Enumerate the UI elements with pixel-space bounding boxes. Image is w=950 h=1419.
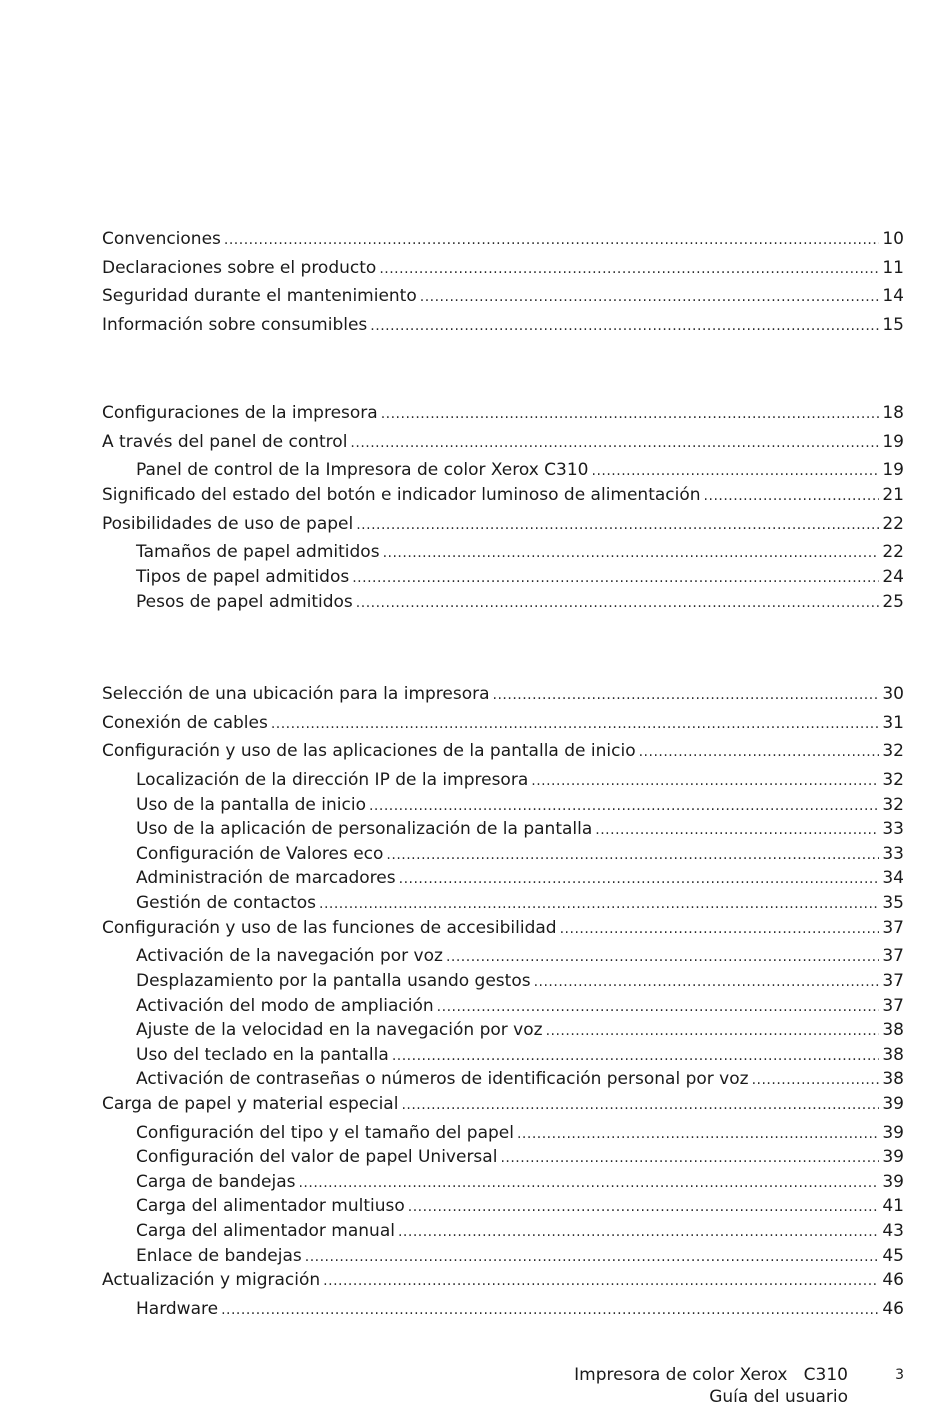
toc-subentry[interactable] [102, 768, 904, 793]
toc-entry[interactable] [102, 512, 904, 541]
toc-entry-page: 33 [882, 819, 904, 840]
toc-entry-title: Activación de contraseñas o números de identificación personal por voz [136, 1069, 749, 1090]
toc-entry[interactable] [102, 227, 904, 256]
toc-entry-title: Carga de papel y material especial [102, 1093, 399, 1114]
toc-section-2 [102, 401, 904, 614]
toc-subentry[interactable] [102, 1244, 904, 1269]
toc-dot-leader [271, 712, 880, 736]
toc-subentry[interactable] [102, 842, 904, 867]
toc-entry-title: Actualización y migración [102, 1270, 321, 1291]
page-number: 3 [895, 1367, 904, 1383]
toc-entry-page: 46 [882, 1270, 904, 1291]
toc-subentry[interactable] [102, 793, 904, 818]
toc-entry-page: 10 [882, 229, 904, 249]
toc-entry-title: Enlace de bandejas [136, 1245, 302, 1266]
toc-subentry[interactable] [102, 1170, 904, 1195]
toc-entry-page: 38 [882, 1044, 904, 1065]
toc-subentry[interactable] [102, 969, 904, 994]
toc-entry-title: Configuración y uso de las funciones de accesibilidad [102, 917, 557, 938]
toc-dot-leader [352, 566, 879, 590]
toc-entry[interactable] [102, 256, 904, 285]
toc-entry-title: Configuración del tipo y el tamaño del papel [136, 1122, 514, 1143]
toc-entry-page: 39 [882, 1147, 904, 1168]
toc-dot-leader [534, 970, 880, 994]
toc-entry-title: Hardware [136, 1298, 219, 1319]
toc-entry-title: Seguridad durante el mantenimiento [102, 286, 417, 307]
toc-subentry[interactable] [102, 944, 904, 969]
toc-entry[interactable] [102, 1092, 904, 1121]
toc-subentry[interactable] [102, 565, 904, 590]
toc-dot-leader [379, 257, 879, 281]
toc-dot-leader [704, 484, 880, 508]
toc-entry-title: Convenciones [102, 229, 221, 249]
toc-dot-leader [381, 402, 880, 426]
toc-dot-leader [369, 794, 879, 818]
toc-dot-leader [350, 431, 879, 455]
toc-dot-leader [298, 1171, 879, 1195]
toc-entry[interactable] [102, 739, 904, 768]
toc-entry[interactable] [102, 916, 904, 945]
toc-entry[interactable] [102, 401, 904, 430]
toc-entry-page: 19 [882, 460, 904, 481]
toc-dot-leader [446, 945, 879, 969]
toc-entry-title: Configuración del valor de papel Universal [136, 1147, 498, 1168]
toc-entry-title: Tipos de papel admitidos [136, 566, 350, 587]
toc-entry-page: 46 [882, 1298, 904, 1319]
toc-entry-page: 11 [882, 257, 904, 278]
toc-dot-leader [408, 1195, 880, 1219]
toc-entry-title: Uso de la pantalla de inicio [136, 794, 366, 815]
toc-dot-leader [639, 740, 880, 764]
toc-dot-leader [356, 513, 879, 537]
toc-entry-page: 14 [882, 286, 904, 307]
toc-subentry[interactable] [102, 1145, 904, 1170]
toc-entry-title: Carga de bandejas [136, 1171, 296, 1192]
page-footer [500, 1364, 848, 1408]
toc-subentry[interactable] [102, 458, 904, 483]
toc-dot-leader [398, 1220, 879, 1244]
toc-entry-title: Administración de marcadores [136, 868, 396, 889]
toc-dot-leader [437, 995, 880, 1019]
toc-entry-page: 38 [882, 1069, 904, 1090]
toc-entry-title: Conexión de cables [102, 712, 268, 733]
toc-entry-page: 39 [882, 1171, 904, 1192]
footer-guide-title: Guía del usuario [709, 1387, 848, 1407]
toc-subentry[interactable] [102, 994, 904, 1019]
toc-dot-leader [386, 843, 879, 867]
toc-entry[interactable] [102, 284, 904, 313]
toc-entry-title: Configuraciones de la impresora [102, 403, 378, 423]
toc-entry[interactable] [102, 483, 904, 512]
toc-entry-page: 37 [882, 946, 904, 967]
toc-entry[interactable] [102, 1268, 904, 1297]
toc-entry-title: Activación de la navegación por voz [136, 946, 443, 967]
toc-dot-leader [323, 1269, 879, 1293]
toc-entry-title: Ajuste de la velocidad en la navegación por voz [136, 1020, 543, 1041]
toc-entry-title: Carga del alimentador multiuso [136, 1196, 405, 1217]
toc-entry-page: 37 [882, 917, 904, 938]
toc-subentry[interactable] [102, 540, 904, 565]
toc-entry-title: Localización de la dirección IP de la impresora [136, 770, 529, 791]
toc-entry-title: Uso de la aplicación de personalización de la pantalla [136, 819, 593, 840]
toc-dot-leader [560, 917, 880, 941]
toc-entry-page: 38 [882, 1020, 904, 1041]
toc-dot-leader [517, 1122, 879, 1146]
toc-subentry[interactable] [102, 817, 904, 842]
toc-entry-title: Configuración y uso de las aplicaciones de la pantalla de inicio [102, 741, 636, 762]
toc-entry-page: 43 [882, 1220, 904, 1241]
toc-subentry[interactable] [102, 866, 904, 891]
toc-entry-page: 32 [882, 770, 904, 791]
toc-dot-leader [546, 1019, 880, 1043]
toc-section-3 [102, 682, 904, 1321]
toc-entry-page: 41 [882, 1196, 904, 1217]
footer-product-name: Impresora de color Xerox C310 [574, 1365, 848, 1385]
toc-dot-leader [319, 892, 879, 916]
toc-entry-title: Tamaños de papel admitidos [136, 542, 380, 563]
toc-entry-title: Información sobre consumibles [102, 315, 368, 336]
toc-entry-page: 19 [882, 431, 904, 452]
toc-entry-page: 22 [882, 513, 904, 534]
toc-entry-page: 39 [882, 1122, 904, 1143]
toc-dot-leader [356, 591, 880, 615]
toc-dot-leader [531, 769, 879, 793]
toc-entry-title: Selección de una ubicación para la impresora [102, 684, 490, 704]
toc-entry-page: 22 [882, 542, 904, 563]
toc-entry[interactable] [102, 430, 904, 459]
toc-dot-leader [224, 228, 879, 252]
toc-entry-page: 45 [882, 1245, 904, 1266]
toc-entry-page: 15 [882, 315, 904, 336]
toc-dot-leader [401, 1093, 879, 1117]
toc-subentry[interactable] [102, 1121, 904, 1146]
toc-entry-page: 35 [882, 893, 904, 914]
toc-dot-leader [305, 1245, 880, 1269]
toc-subentry[interactable] [102, 1018, 904, 1043]
toc-dot-leader [592, 459, 880, 483]
toc-entry[interactable] [102, 711, 904, 740]
toc-entry-title: Significado del estado del botón e indicador luminoso de alimentación [102, 484, 701, 505]
toc-dot-leader [383, 541, 880, 565]
toc-entry-title: Panel de control de la Impresora de color Xerox C310 [136, 460, 589, 481]
toc-entry-page: 39 [882, 1093, 904, 1114]
toc-dot-leader [221, 1298, 879, 1322]
toc-dot-leader [500, 1146, 879, 1170]
toc-entry-page: 32 [882, 794, 904, 815]
toc-entry-title: Declaraciones sobre el producto [102, 257, 377, 278]
toc-dot-leader [399, 867, 880, 891]
toc-entry-page: 37 [882, 995, 904, 1016]
toc-subentry[interactable] [102, 1194, 904, 1219]
toc-entry-page: 25 [882, 591, 904, 612]
toc-entry-title: Posibilidades de uso de papel [102, 513, 354, 534]
toc-entry-page: 34 [882, 868, 904, 889]
toc-dot-leader [392, 1044, 880, 1068]
toc-entry-title: Pesos de papel admitidos [136, 591, 353, 612]
toc-subentry[interactable] [102, 1219, 904, 1244]
toc-entry-title: A través del panel de control [102, 431, 348, 452]
toc-subentry[interactable] [102, 1067, 904, 1092]
toc-entry-title: Configuración de Valores eco [136, 843, 384, 864]
toc-entry-page: 32 [882, 741, 904, 762]
toc-dot-leader [420, 285, 880, 309]
toc-subentry[interactable] [102, 590, 904, 615]
toc-dot-leader [752, 1068, 880, 1092]
toc-entry-page: 33 [882, 843, 904, 864]
toc-dot-leader [370, 314, 879, 338]
toc-entry-page: 30 [882, 684, 904, 704]
toc-subentry[interactable] [102, 1043, 904, 1068]
toc-entry-title: Desplazamiento por la pantalla usando gestos [136, 970, 531, 991]
toc-entry-title: Gestión de contactos [136, 893, 316, 914]
toc-dot-leader [595, 818, 879, 842]
toc-entry-page: 31 [882, 712, 904, 733]
toc-entry-title: Carga del alimentador manual [136, 1220, 395, 1241]
toc-entry-title: Uso del teclado en la pantalla [136, 1044, 389, 1065]
toc-entry[interactable] [102, 682, 904, 711]
toc-entry[interactable] [102, 313, 904, 342]
toc-section-1 [102, 227, 904, 342]
toc-subentry[interactable] [102, 891, 904, 916]
toc-entry-page: 21 [882, 484, 904, 505]
toc-entry-page: 37 [882, 970, 904, 991]
toc-subentry[interactable] [102, 1297, 904, 1322]
toc-entry-page: 18 [882, 403, 904, 423]
toc-entry-title: Activación del modo de ampliación [136, 995, 434, 1016]
toc-entry-page: 24 [882, 566, 904, 587]
toc-dot-leader [493, 683, 880, 707]
